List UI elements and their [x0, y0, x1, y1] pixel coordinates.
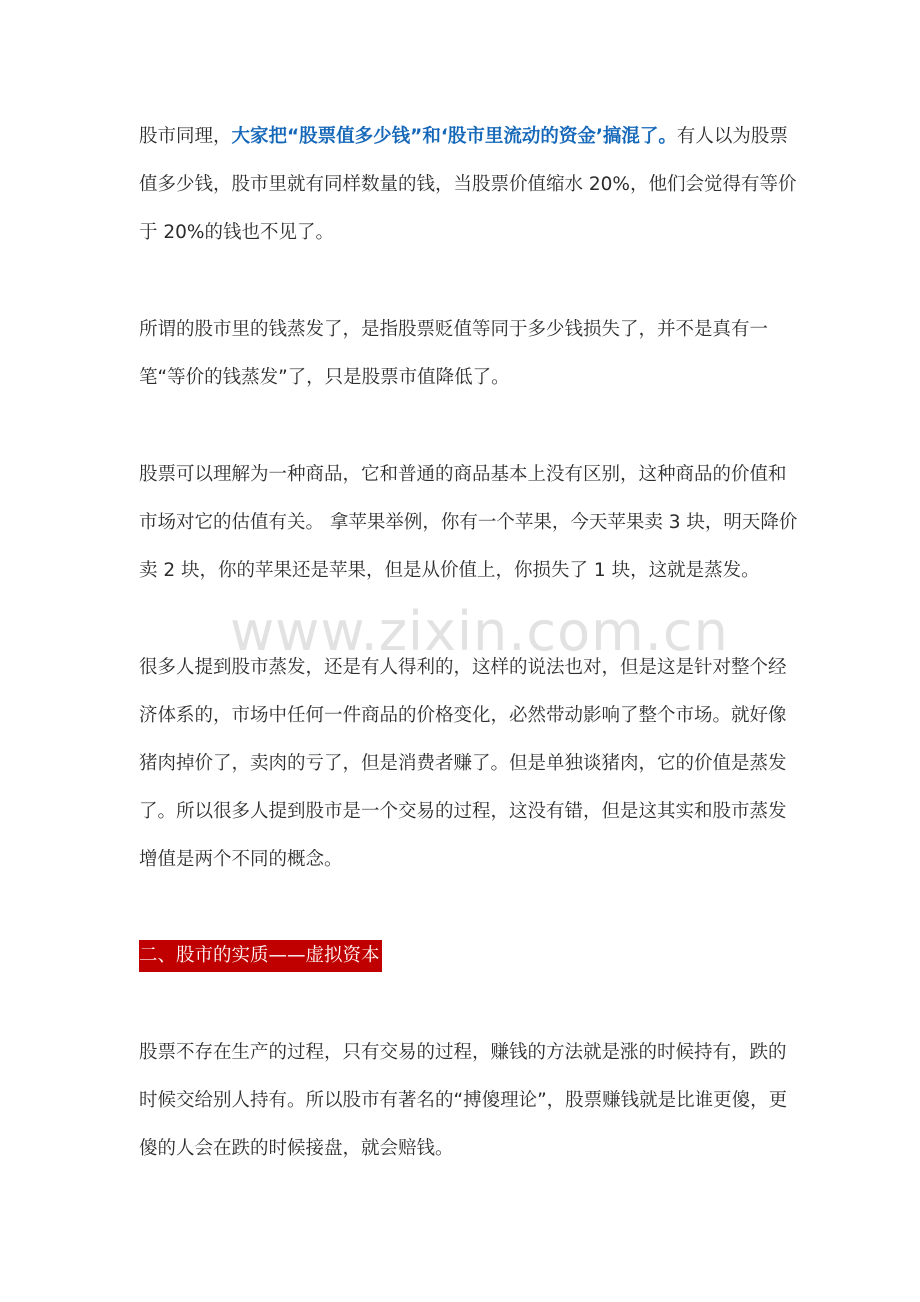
highlighted-statement: 大家把“股票值多少钱”和‘股市里流动的资金’搞混了。 — [231, 126, 677, 147]
paragraph-rest-text: 有人以为股票值多少钱，股市里就有同样数量的钱，当股票价值缩水 20%，他们会觉得有等价于 20%的钱也不见了。 — [139, 126, 797, 243]
paragraph-lead-text: 股市同理， — [139, 126, 232, 147]
site-watermark: www.zixin.com.cn — [230, 600, 729, 663]
paragraph-stock-as-commodity: 股票可以理解为一种商品，它和普通的商品基本上没有区别，这种商品的价值和市场对它的估值有关。 拿苹果举例，你有一个苹果，今天苹果卖 3 块，明天降价卖 2 块，你的苹果还是苹果，但是从价值上，你损失了 1 块，这就是蒸发。 — [139, 464, 798, 581]
section-heading: 二、股市的实质——虚拟资本 — [139, 940, 382, 972]
paragraph-stock-market-analogy — [139, 113, 799, 257]
paragraph-economic-system: 很多人提到股市蒸发，还是有人得利的，这样的说法也对，但是这是针对整个经济体系的，市场中任何一件商品的价格变化，必然带动影响了整个市场。就好像猪肉掉价了，卖肉的亏了，但是消费者赚了。但是单独谈猪肉，它的价值是蒸发了。所以很多人提到股市是一个交易的过程，这没有错，但是这其实和股市蒸发增值是两个不同的概念。 — [139, 657, 787, 870]
paragraph-money-evaporation: 所谓的股市里的钱蒸发了，是指股票贬值等同于多少钱损失了，并不是真有一笔“等价的钱蒸发”了，只是股票市值降低了。 — [139, 319, 769, 388]
paragraph-greater-fool-theory: 股票不存在生产的过程，只有交易的过程，赚钱的方法就是涨的时候持有，跌的时候交给别人持有。所以股市有著名的“搏傻理论”，股票赚钱就是比谁更傻，更傻的人会在跌的时候接盘，就会赔钱。 — [139, 1042, 788, 1159]
